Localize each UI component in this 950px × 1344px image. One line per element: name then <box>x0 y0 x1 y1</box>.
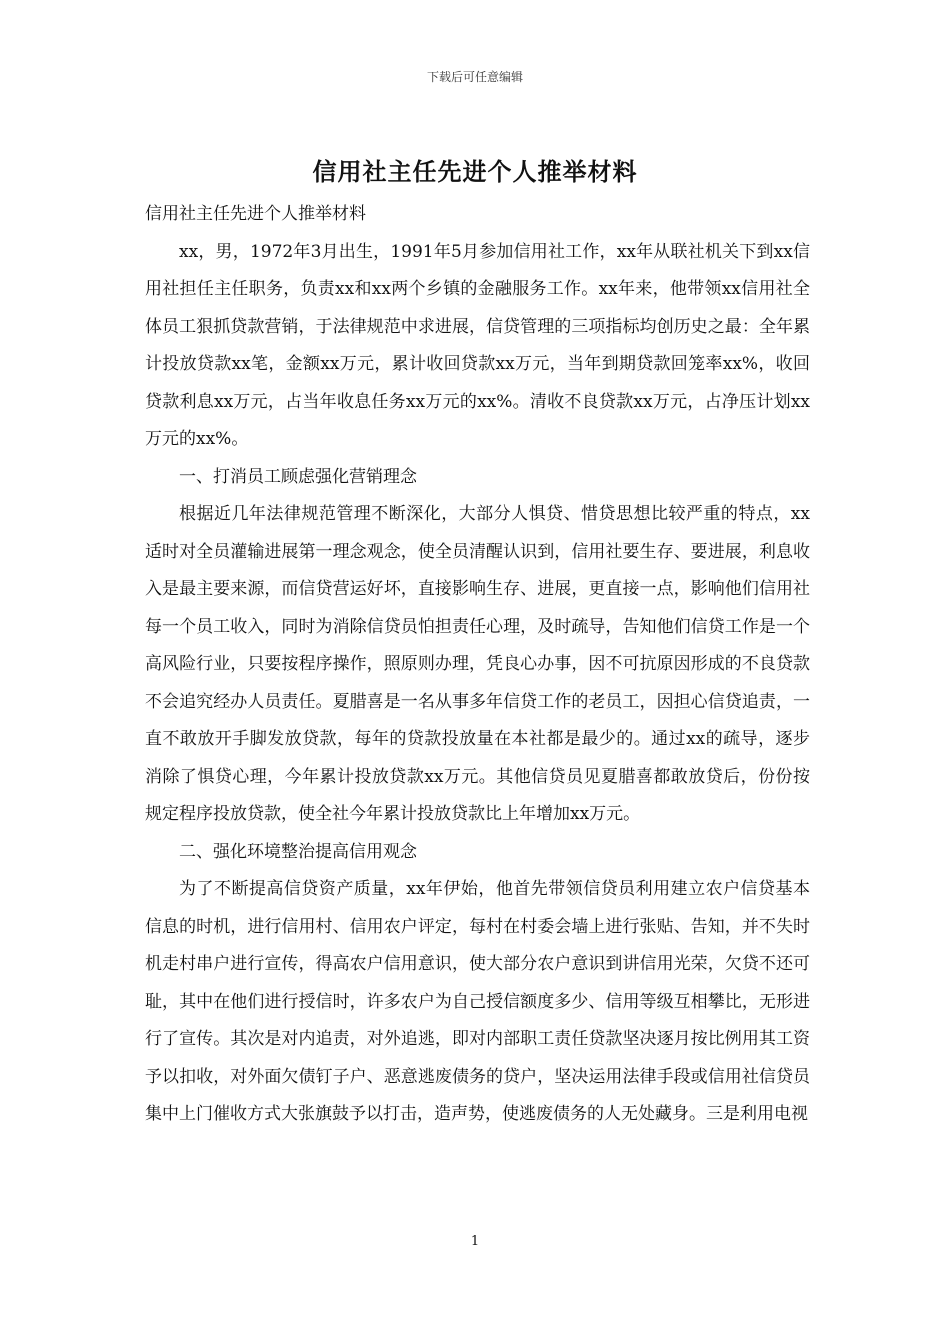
document-title: 信用社主任先进个人推举材料 <box>312 157 638 186</box>
body-paragraph: 根据近几年法律规范管理不断深化，大部分人惧贷、惜贷思想比较严重的特点，xx适时对全员灌输进展第一理念观念，使全员清醒认识到，信用社要生存、要进展，利息收入是最主要来源，而信贷营运好坏，直接影响生存、进展，更直接一点，影响他们信用社每一个员工收入，同时为消除信贷员怕担责任心理，及时疏导，告知他们信贷工作是一个高风险行业，只要按程序操作，照原则办理，凭良心办事，因不可抗原因形成的不良贷款不会追究经办人员责任。夏腊喜是一名从事多年信贷工作的老员工，因担心信贷追责，一直不敢放开手脚发放贷款，每年的贷款投放量在本社都是最少的。通过xx的疏导，逐步消除了惧贷心理，今年累计投放贷款xx万元。其他信贷员见夏腊喜都敢放贷后，份份按规定程序投放贷款，使全社今年累计投放贷款比上年增加xx万元。 <box>145 504 810 824</box>
section-heading: 一、打消员工顾虑强化营销理念 <box>179 466 417 487</box>
page-number: 1 <box>470 1234 480 1249</box>
body-paragraph: 为了不断提高信贷资产质量，xx年伊始，他首先带领信贷员利用建立农户信贷基本信息的时机，进行信用村、信用农户评定，每村在村委会墙上进行张贴、告知，并不失时机走村串户进行宣传，得高农户信用意识，使大部分农户意识到讲信用光荣，欠贷不还可耻，其中在他们进行授信时，许多农户为自己授信额度多少、信用等级互相攀比，无形进行了宣传。其次是对内追责，对外追逃，即对内部职工责任贷款坚决逐月按比例用其工资予以扣收，对外面欠债钉子户、恶意逃废债务的贷户，坚决运用法律手段或信用社信贷员集中上门催收方式大张旗鼓予以打击，造声势，使逃废债务的人无处藏身。三是利用电视 <box>145 879 810 1124</box>
header-note: 下载后可任意编辑 <box>426 70 523 84</box>
section-heading: 二、强化环境整治提高信用观念 <box>179 841 417 862</box>
document-body <box>145 196 810 1134</box>
body-paragraph: xx，男，1972年3月出生，1991年5月参加信用社工作，xx年从联社机关下到xx信用社担任主任职务，负责xx和xx两个乡镇的金融服务工作。xx年来，他带领xx信用社全体员工狠抓贷款营销，于法律规范中求进展，信贷管理的三项指标均创历史之最：全年累计投放贷款xx笔，金额xx万元，累计收回贷款xx万元，当年到期贷款回笼率xx%，收回贷款利息xx万元，占当年收息任务xx万元的xx%。清收不良贷款xx万元，占净压计划xx万元的xx%。 <box>145 241 810 449</box>
body-paragraph: 信用社主任先进个人推举材料 <box>145 204 366 224</box>
